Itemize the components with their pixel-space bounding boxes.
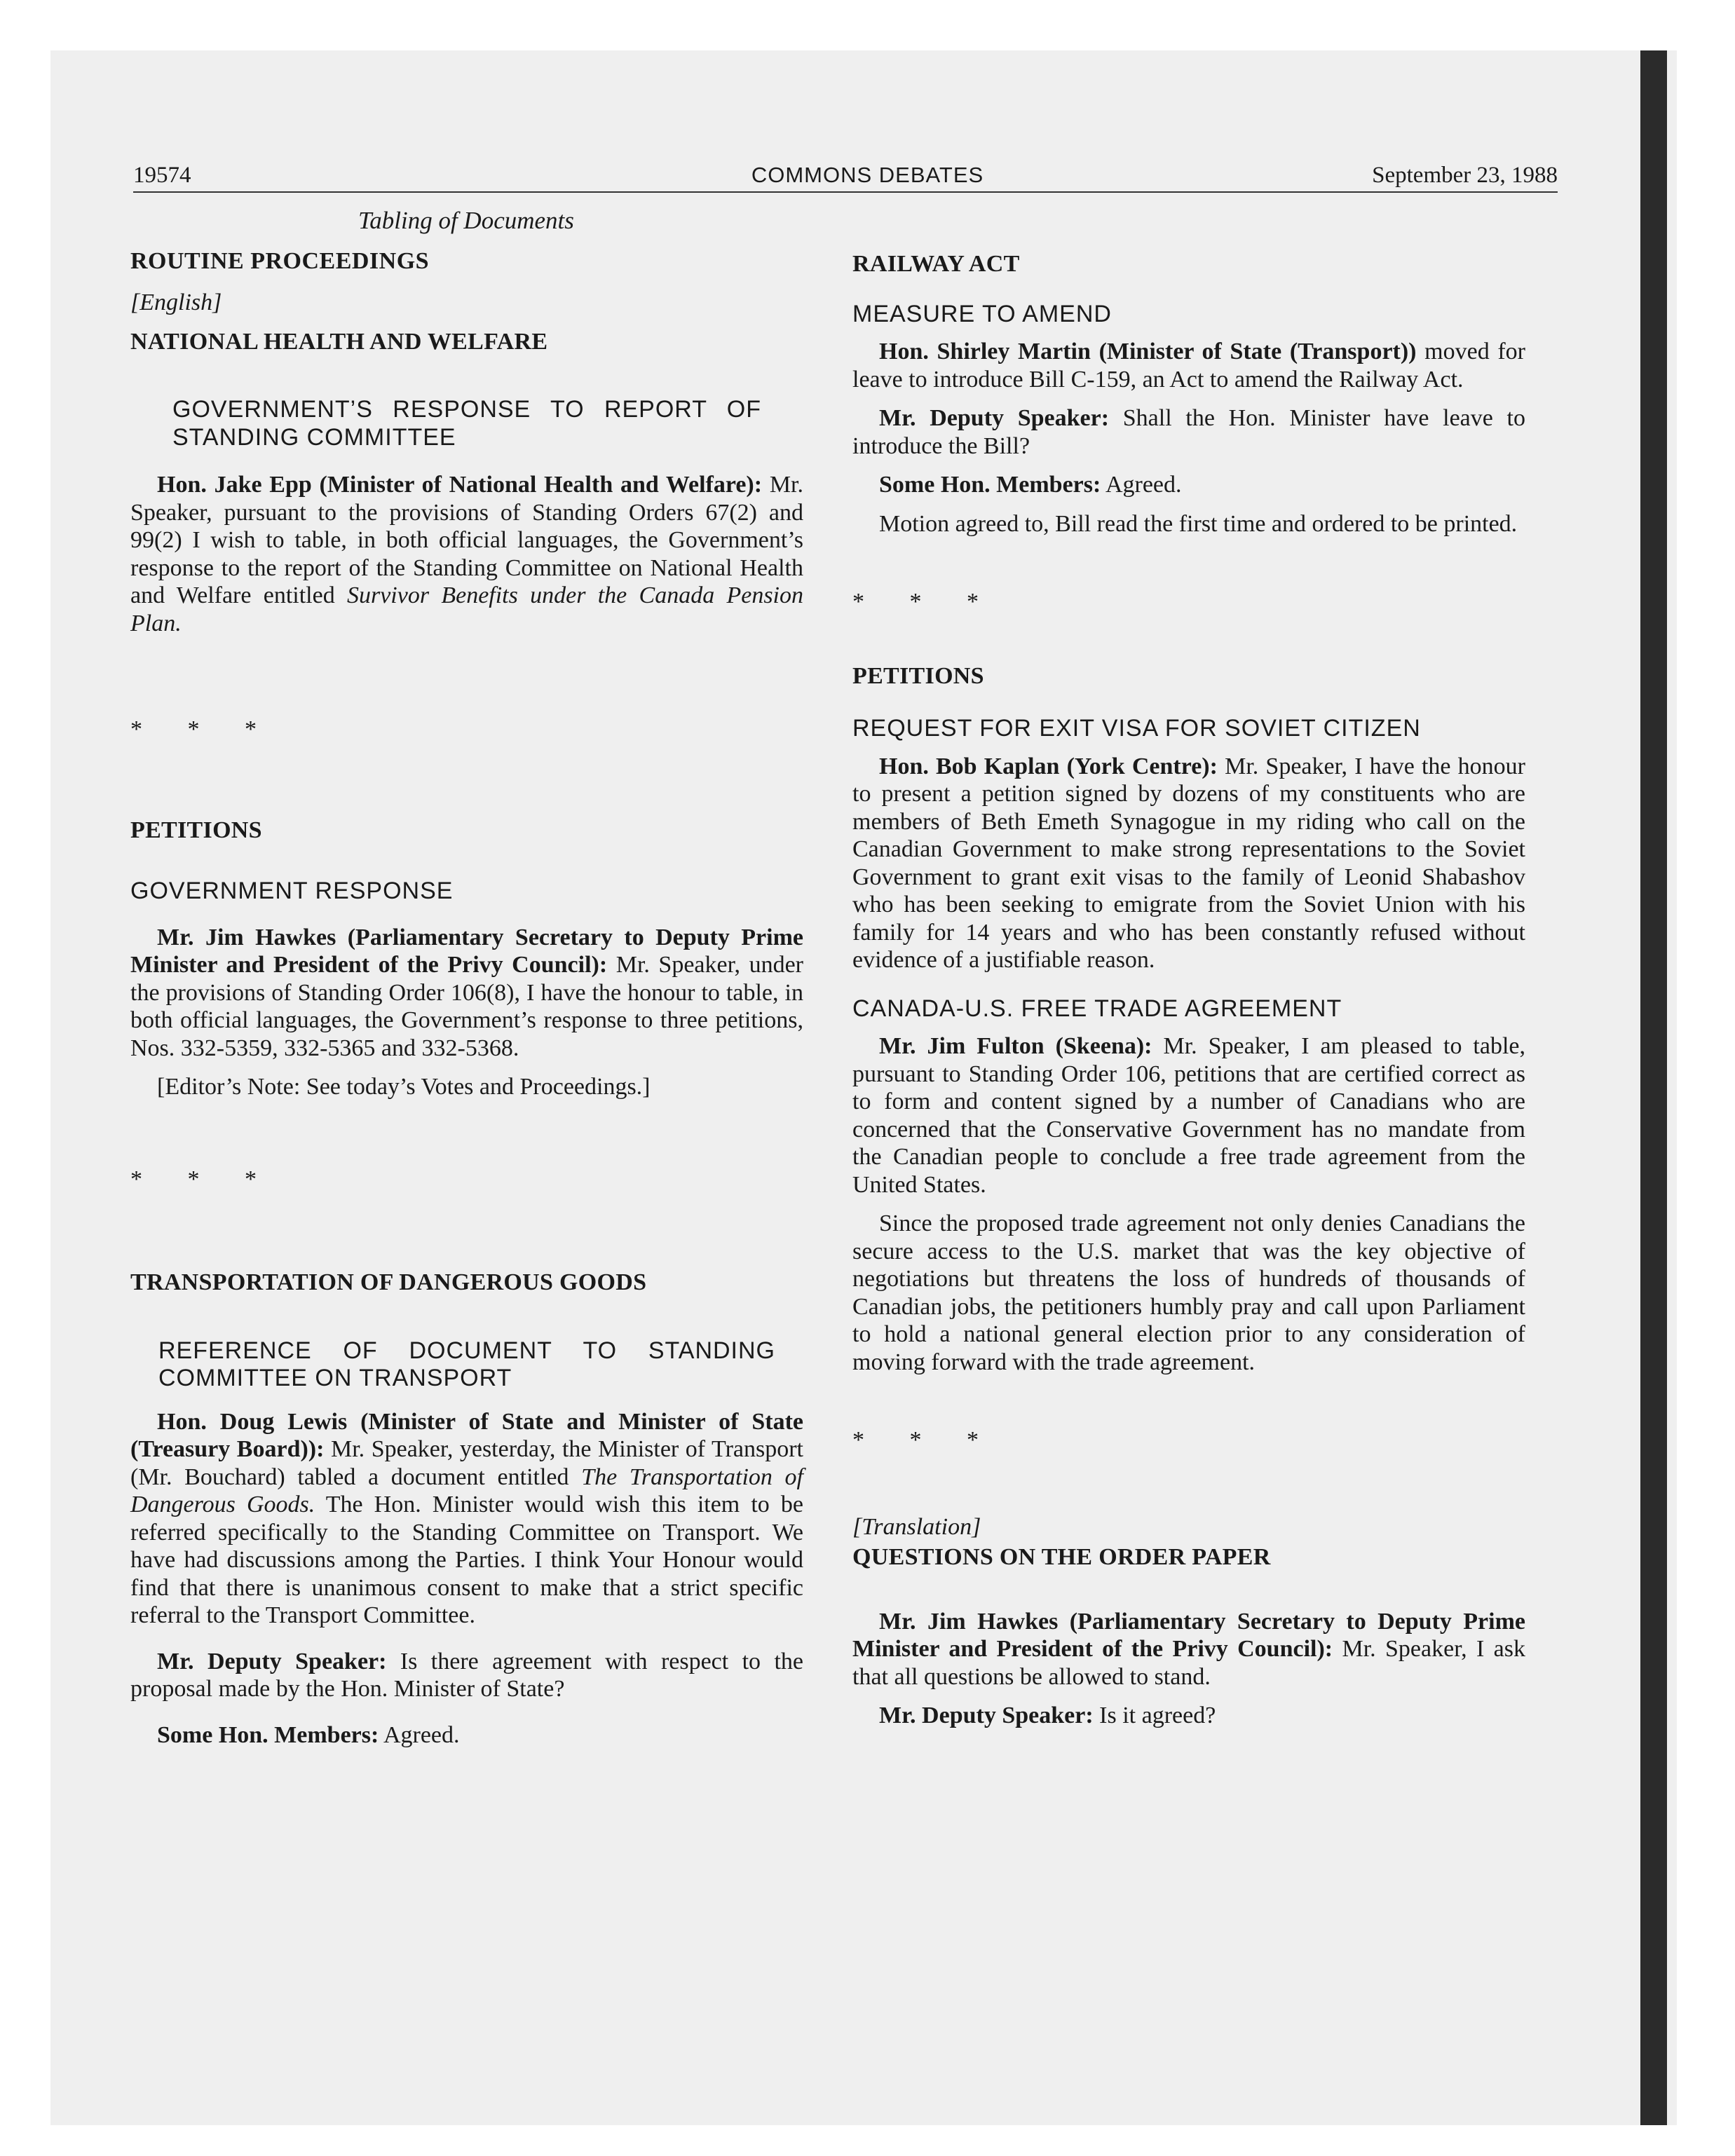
nhw-subheading: GOVERNMENT’S RESPONSE TO REPORT OF STANDING COMMITTEE (172, 396, 761, 451)
petitions-heading: PETITIONS (852, 662, 984, 689)
page-number: 19574 (133, 163, 191, 188)
hawkes-paragraph (130, 924, 803, 1063)
kaplan-paragraph (852, 753, 1525, 974)
section-separator: * * * (852, 589, 998, 615)
section-separator: * * * (130, 716, 276, 742)
section-separator: * * * (852, 1427, 998, 1453)
fulton-paragraph-2: Since the proposed trade agreement not only denies Canadians the secure access to the U.S. market that was the key objective of negotiations but threatens the loss of hundreds of thousands of Canadian jobs, the petitioners humbly pray and call upon Parliament to hold a national general election prior to any consideration of moving forward with the trade agreement. (852, 1210, 1525, 1375)
page-edge-shadow (1640, 50, 1667, 2125)
railway-subheading: MEASURE TO AMEND (852, 300, 1112, 327)
left-column (130, 207, 803, 1749)
speaker-name: Hon. Jake Epp (Minister of National Health and Welfare): (157, 472, 763, 498)
speaker-name: Mr. Jim Hawkes (Parliamentary Secretary to Deputy Prime Minister and President of the Privy Council): (130, 924, 803, 978)
lewis-paragraph (130, 1408, 803, 1630)
page-date: September 23, 1988 (1372, 163, 1558, 188)
tdg-heading: TRANSPORTATION OF DANGEROUS GOODS (130, 1269, 647, 1295)
nhw-heading: NATIONAL HEALTH AND WELFARE (130, 328, 548, 355)
speech-text: Shall the Hon. Minister have leave to introduce the Bill? (852, 405, 1526, 459)
members-paragraph (852, 471, 1525, 499)
document-title: Survivor Benefits under the Canada Pension Plan. (130, 582, 803, 636)
fulton-paragraph (852, 1032, 1525, 1199)
language-tag-english: [English] (130, 289, 222, 315)
hawkes-paragraph (852, 1608, 1525, 1691)
exit-visa-subheading: REQUEST FOR EXIT VISA FOR SOVIET CITIZEN (852, 715, 1421, 742)
speech-text: Mr. Speaker, I ask that all questions be allowed to stand. (852, 1636, 1526, 1690)
right-column (852, 207, 1525, 1730)
tabling-caption: Tabling of Documents (358, 207, 574, 234)
questions-heading: QUESTIONS ON THE ORDER PAPER (852, 1544, 1271, 1570)
speech-text: Agreed. (379, 1721, 460, 1748)
gov-response-subheading: GOVERNMENT RESPONSE (130, 878, 454, 904)
speech-text: Mr. Speaker, pursuant to the provisions of Standing Orders 67(2) and 99(2) I wish to table, in both official languages, the Government’s response to the report of the Standing Committee on National Health and Welfare entitled (130, 472, 803, 608)
editors-note: [Editor’s Note: See today’s Votes and Proceedings.] (157, 1074, 651, 1100)
speech-text: The Hon. Minister would wish this item to be referred specifically to the Standing Committee on Transport. We have had discussions among the Parties. I think Your Honour would find that there is unanimous consent to make that a strict specific referral to the Transport Committee. (130, 1492, 803, 1628)
speaker-name: Mr. Deputy Speaker: (879, 1703, 1094, 1728)
deputy-speaker-paragraph (852, 404, 1525, 460)
speaker-name: Mr. Deputy Speaker: (879, 405, 1110, 431)
speech-text: Mr. Speaker, I have the honour to present a petition signed by dozens of my constituents who are members of Beth Emeth Synagogue in my riding who call on the Canadian Government to make strong representations to the Soviet Government to grant exit visas to the family of Leonid Shabashov who has been seeking to emigrate from the Soviet Union with his family for 14 years and who has been constantly refused without evidence of a justifiable reason. (852, 753, 1525, 973)
speaker-name: Mr. Jim Fulton (Skeena): (879, 1033, 1152, 1059)
routine-proceedings-heading: ROUTINE PROCEEDINGS (130, 247, 430, 274)
speaker-name: Mr. Jim Hawkes (Parliamentary Secretary to Deputy Prime Minister and President of the Privy Council): (852, 1608, 1525, 1662)
railway-heading: RAILWAY ACT (852, 251, 1020, 277)
speech-text: Mr. Speaker, yesterday, the Minister of Transport (Mr. Bouchard) tabled a document entitled (130, 1436, 803, 1490)
motion-paragraph: Motion agreed to, Bill read the first time and ordered to be printed. (879, 510, 1518, 537)
members-paragraph (130, 1721, 803, 1749)
speech-text: moved for leave to introduce Bill C-159, an Act to amend the Railway Act. (852, 339, 1525, 393)
language-tag-translation: [Translation] (852, 1513, 981, 1540)
document-title: The Transportation of Dangerous Goods. (130, 1464, 804, 1517)
speech-text: Mr. Speaker, I am pleased to table, pursuant to Standing Order 106, petitions that are certified correct as to form and content signed by a number of Canadians who are concerned that the Conservative Government has no mandate from the Canadian people to conclude a free trade agreement from the United States. (852, 1033, 1525, 1198)
martin-paragraph (852, 338, 1525, 393)
deputy-speaker-paragraph (130, 1648, 803, 1703)
speaker-name: Hon. Shirley Martin (Minister of State (Transport)) (879, 339, 1417, 364)
tdg-subheading: REFERENCE OF DOCUMENT TO STANDING COMMITTEE ON TRANSPORT (158, 1337, 775, 1391)
speaker-name: Some Hon. Members: (157, 1721, 379, 1748)
speech-text: Is there agreement with respect to the proposal made by the Hon. Minister of State? (130, 1648, 803, 1702)
running-title: COMMONS DEBATES (751, 163, 984, 187)
speech-text: Is it agreed? (1093, 1703, 1216, 1728)
section-separator: * * * (130, 1166, 276, 1192)
speaker-name: Hon. Doug Lewis (Minister of State and Minister of State (Treasury Board)): (130, 1408, 803, 1462)
petitions-heading: PETITIONS (130, 817, 262, 843)
speech-text: Agreed. (1101, 472, 1182, 498)
deputy-speaker-paragraph-2 (852, 1702, 1525, 1730)
speaker-name: Mr. Deputy Speaker: (157, 1648, 387, 1674)
speaker-name: Hon. Bob Kaplan (York Centre): (879, 753, 1218, 779)
epp-paragraph (130, 471, 803, 637)
speech-text: Mr. Speaker, under the provisions of Standing Order 106(8), I have the honour to table, in both official languages, the Government’s response to three petitions, Nos. 332-5359, 332-5365 and 332-5368. (130, 952, 803, 1061)
header-rule (133, 191, 1558, 193)
free-trade-subheading: CANADA-U.S. FREE TRADE AGREEMENT (852, 995, 1342, 1022)
speaker-name: Some Hon. Members: (879, 472, 1101, 498)
